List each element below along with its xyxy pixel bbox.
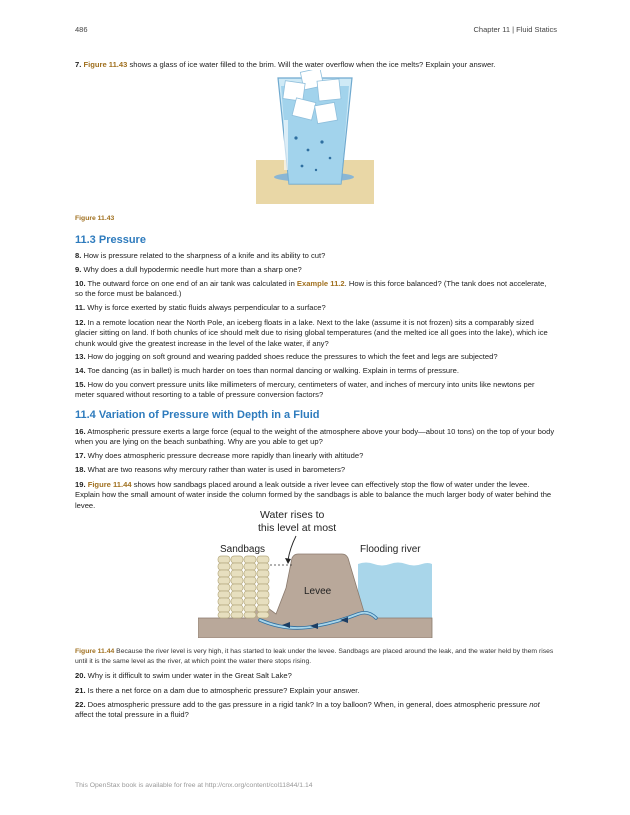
arrowhead-icon [285,558,291,564]
question-text: Toe dancing (as in ballet) is much harder on toes than normal dancing or walking. Explain in terms of pressure. [85,366,459,375]
question-11 [75,303,555,313]
water-in-glass [281,86,349,184]
question-12 [75,318,555,349]
question-number: 21. [75,686,86,695]
question-number: 11. [75,303,86,312]
page-number: 486 [75,25,88,34]
figure-11-43-label: Figure 11.43 [75,215,115,222]
question-20 [75,671,555,681]
question-number: 8. [75,251,82,260]
question-number: 12. [75,318,86,327]
glass-highlight [284,120,288,170]
sandbag-stack [218,556,269,618]
question-text: How is pressure related to the sharpness of a knife and its ability to cut? [81,251,326,260]
question-text: Why does a dull hypodermic needle hurt more than a sharp one? [81,265,302,274]
question-19 [75,480,555,511]
question-text: How do jogging on soft ground and wearing padded shoes reduce the pressures to which the feet and legs are subjected? [85,352,498,361]
question-number: 19. [75,480,86,489]
question-number: 13. [75,352,86,361]
question-text: Why does atmospheric pressure decrease more rapidly than linearly with altitude? [85,451,364,460]
question-text: What are two reasons why mercury rather than water is used in barometers? [85,465,346,474]
question-14 [75,366,555,376]
question-text: . How is this force balanced? (The tank does not accelerate, so the force must be balanced.) [75,279,547,299]
question-number: 14. [75,366,86,375]
caption-text: Because the river level is very high, it has started to leak under the levee. Sandbags are placed around the leak, and the water held by them rises until it is the same level as the river, at which point the water there stops rising. [75,648,554,665]
label-flooding-river: Flooding river [360,544,421,555]
question-7 [75,60,555,70]
question-text: shows how sandbags placed around a leak outside a river levee can effectively stop the flow of water under the levee. Explain how the small amount of water inside the column formed by the sandbags is able to balance the much larger body of water behind the levee. [75,480,552,510]
question-22 [75,700,555,721]
question-number: 16. [75,427,86,436]
section-heading-11-3: 11.3 Pressure [75,234,146,246]
question-text: Does atmospheric pressure add to the gas pressure in a rigid tank? In a toy balloon? When, in general, does atmospheric pressure [85,700,530,709]
chapter-title: Chapter 11 | Fluid Statics [473,25,557,34]
figure-11-44-caption [75,647,555,666]
ice-water-glass-illustration [256,70,374,204]
label-levee: Levee [304,586,332,597]
question-text: In a remote location near the North Pole, an iceberg floats in a lake. Next to the lake (assume it is not frozen) sits a comparably sized glacier sitting on land. If both chunks of ice should melt due to rising global temperatures (and the melted ice all goes into the lake), which ice chunk would give the greatest increase in the level of the lake water, if any? [75,318,548,348]
question-number: 17. [75,451,86,460]
figure-link[interactable]: Figure 11.43 [83,60,128,69]
question-8 [75,251,555,261]
question-text: shows a glass of ice water filled to the brim. Will the water overflow when the ice melts? Explain your answer. [127,60,496,69]
question-9 [75,265,555,275]
emphasis-text: not [529,700,540,709]
question-text: Is there a net force on a dam due to atmospheric pressure? Explain your answer. [85,686,360,695]
section-heading-11-4: 11.4 Variation of Pressure with Depth in a Fluid [75,409,320,421]
label-sandbags: Sandbags [220,544,266,555]
label-water-rises-line-2: this level at most [258,522,337,534]
question-text: affect the total pressure in a fluid? [75,710,189,720]
question-18 [75,465,555,475]
question-number: 22. [75,700,86,709]
question-number: 9. [75,265,82,274]
question-number: 10. [75,279,86,288]
question-text: Why is it difficult to swim under water in the Great Salt Lake? [85,671,292,680]
question-text: The outward force on one end of an air tank was calculated in [85,279,297,288]
question-number: 18. [75,465,86,474]
question-15 [75,380,555,401]
question-21 [75,686,555,696]
question-text: Why is force exerted by static fluids always perpendicular to a surface? [85,303,326,312]
question-16 [75,427,555,448]
question-text: Atmospheric pressure exerts a large force (equal to the weight of the atmosphere above your body—about 10 tons) on the top of your body when you are lying on the beach sunbathing. Why are you able to get up? [75,427,555,447]
question-number: 7. [75,60,82,69]
question-13 [75,352,555,362]
question-number: 15. [75,380,86,389]
figure-link[interactable]: Figure 11.44 [87,480,132,489]
label-water-rises-line-1: Water rises to [260,509,325,521]
caption-figure-name: Figure 11.44 [75,648,115,655]
question-17 [75,451,555,461]
footer-note: This OpenStax book is available for free at http://cnx.org/content/col11844/1.14 [75,782,313,789]
levee-diagram [198,508,434,638]
question-text: How do you convert pressure units like millimeters of mercury, centimeters of water, and inches of mercury into units like newtons per meter squared without resorting to a table of pressure conversion factors? [75,380,535,400]
example-link[interactable]: Example 11.2 [296,279,345,288]
question-10 [75,279,555,300]
question-number: 20. [75,671,86,680]
